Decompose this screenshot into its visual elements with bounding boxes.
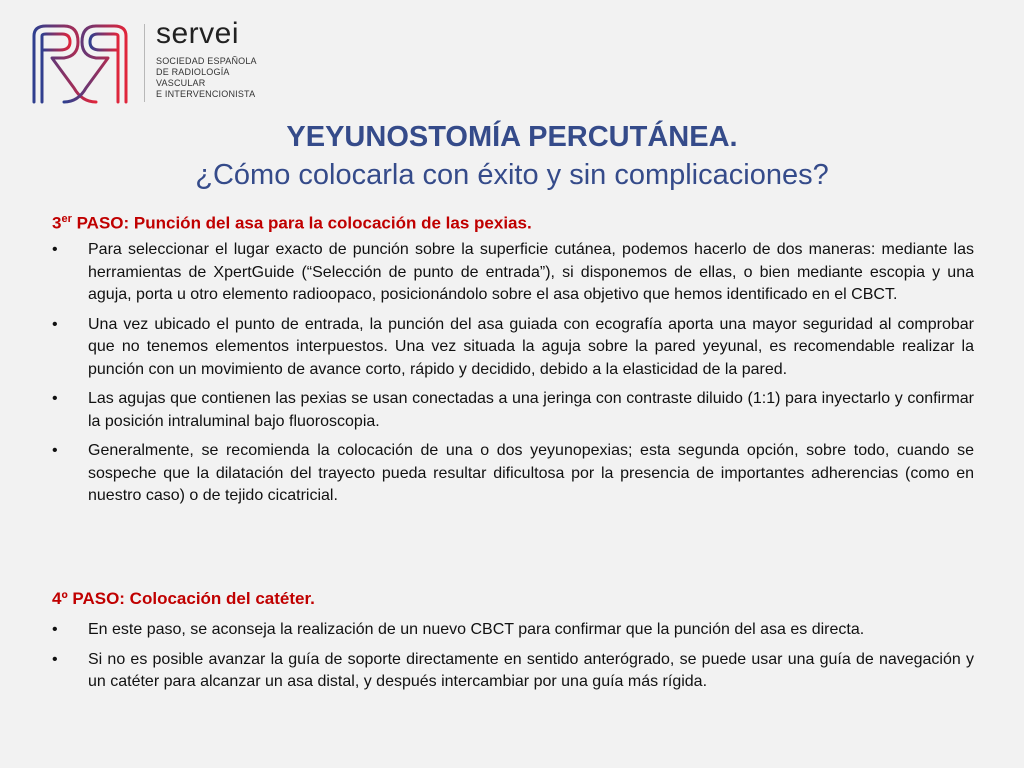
servei-logo-mark [30,22,130,106]
step3-bullet-list [52,239,974,515]
brand-subtitle [156,56,257,100]
brand-line: DE RADIOLOGÍA [156,67,230,77]
list-item [52,388,974,433]
brand-line: E INTERVENCIONISTA [156,89,256,99]
bullet-marker: • [52,390,58,407]
step4-heading: 4º PASO: Colocación del catéter. [52,589,315,608]
step3-ordinal-suffix: er [61,213,72,225]
step4-bullet-list [52,619,974,701]
bullet-text: Las agujas que contienen las pexias se usan conectadas a una jeringa con contraste diluido (1:1) para inyectarlo y confirmar la posición intraluminal bajo fluoroscopia. [88,390,974,430]
bullet-text: En este paso, se aconseja la realización de un nuevo CBCT para confirmar que la punción del asa es directa. [88,621,865,638]
step3-heading-text: PASO: Punción del asa para la colocación de las pexias. [71,213,532,233]
brand-line: VASCULAR [156,78,206,88]
bullet-text: Una vez ubicado el punto de entrada, la punción del asa guiada con ecografía aporta una mayor seguridad al comprobar que no tenemos elementos interpuestos. Una vez situada la aguja sobre la pared yeyunal, es recomendable realizar la punción con un movimiento de avance corto, rápido y decidido, debido a la elasticidad de la pared. [88,315,974,378]
logo-divider [144,24,145,102]
bullet-marker: • [52,621,58,638]
bullet-marker: • [52,241,58,258]
slide-title: YEYUNOSTOMÍA PERCUTÁNEA. [286,121,738,153]
bullet-text: Generalmente, se recomienda la colocación de una o dos yeyunopexias; esta segunda opción, sobre todo, cuando se sospeche que la dilatación del trayecto pueda resultar dificultosa por la presencia de importantes adherencias (como en nuestro caso) o de tejido cicatricial. [88,442,974,504]
list-item [52,440,974,508]
bullet-marker: • [52,650,58,668]
slide-subtitle: ¿Cómo colocarla con éxito y sin complicaciones? [195,159,829,191]
brand-line: SOCIEDAD ESPAÑOLA [156,56,257,66]
list-item [52,619,974,642]
bullet-text: Para seleccionar el lugar exacto de punción sobre la superficie cutánea, podemos hacerlo de dos maneras: mediante las herramientas de XpertGuide (“Selección de punto de entrada”), si disponemos de ellas, o bien mediante escopia y una aguja, porta u otro elemento radioopaco, posicionándolo sobre el asa objetivo que hemos identificado en el CBCT. [88,241,974,303]
brand-block [156,18,257,100]
bullet-marker: • [52,442,58,459]
list-item [52,314,974,382]
bullet-text: Si no es posible avanzar la guía de soporte directamente en sentido anterógrado, se puede usar una guía de navegación y un catéter para alcanzar un asa distal, y después intercambiar por una guía más rígida. [88,650,974,690]
step3-ordinal: 3 [52,213,62,233]
step3-heading [52,208,532,235]
list-item [52,239,974,307]
list-item [52,649,974,694]
bullet-marker: • [52,315,58,333]
brand-name: servei [156,17,240,50]
